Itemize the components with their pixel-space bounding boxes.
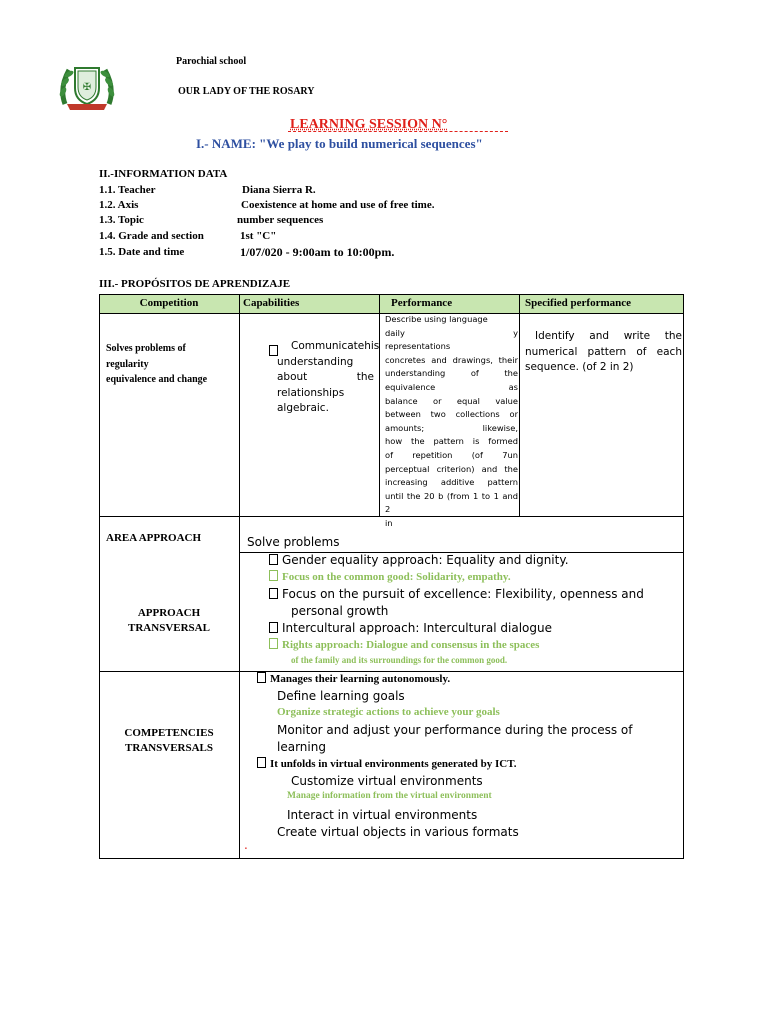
competency-item: It unfolds in virtual environments generated by ICT.	[257, 757, 517, 770]
competencies-transversal-label	[99, 726, 239, 756]
info-label-teacher: 1.1. Teacher	[99, 184, 156, 196]
area-approach-label: AREA APPROACH	[106, 532, 202, 544]
performance-line: perceptual criterion) and the	[385, 463, 518, 474]
competency-item: Interact in virtual environments	[287, 808, 478, 822]
info-label-axis: 1.2. Axis	[99, 199, 139, 211]
info-value-grade: 1st "C"	[240, 230, 277, 242]
capability-cell: Communicatehis understanding about the relationships algebraic.	[277, 340, 380, 414]
performance-line: amounts; likewise,	[385, 422, 518, 433]
checkbox-icon	[269, 588, 278, 599]
competency-item: Manage information from the virtual environment	[287, 791, 492, 801]
approach-item: personal growth	[291, 604, 389, 618]
approach-label-line: APPROACH	[137, 607, 201, 619]
competency-item: Define learning goals	[277, 689, 405, 703]
session-name: I.- NAME: "We play to build numerical sequences"	[196, 136, 483, 151]
performance-line: in	[385, 517, 393, 528]
performance-line: increasing additive pattern	[385, 477, 518, 488]
approach-item: Gender equality approach: Equality and dignity.	[269, 553, 569, 567]
approach-label-line: TRANSVERSAL	[128, 622, 210, 634]
competency-item: Monitor and adjust your performance during the process of	[277, 723, 633, 737]
competencies-label-line: COMPETENCIES	[124, 727, 214, 739]
col-header-capabilities: Capabilities	[243, 297, 300, 309]
info-heading: II.-INFORMATION DATA	[99, 168, 228, 180]
performance-line: representations	[385, 341, 451, 352]
info-value-topic: number sequences	[237, 214, 324, 226]
competition-cell	[106, 341, 207, 388]
competency-item: learning	[277, 740, 326, 754]
performance-line: how the pattern is formed	[385, 436, 518, 447]
school-crest-icon	[57, 58, 117, 114]
competency-item: Manages their learning autonomously.	[257, 672, 450, 685]
competency-item: Organize strategic actions to achieve your goals	[277, 706, 500, 718]
col-header-performance: Performance	[391, 297, 453, 309]
info-label-date: 1.5. Date and time	[99, 246, 185, 258]
col-header-specified-performance: Specified performance	[525, 297, 631, 309]
info-value-date: 1/07/020 - 9:00am to 10:00pm.	[240, 245, 395, 259]
info-label-grade: 1.4. Grade and section	[99, 230, 204, 242]
learning-purposes-table	[99, 294, 684, 859]
checkbox-icon	[257, 757, 266, 768]
checkbox-icon	[257, 672, 266, 683]
info-label-topic: 1.3. Topic	[99, 214, 144, 226]
competency-item: Customize virtual environments	[291, 774, 483, 788]
area-approach-value: Solve problems	[247, 535, 340, 549]
performance-line: equivalence as	[385, 381, 518, 392]
performance-cell	[385, 313, 518, 531]
school-name: OUR LADY OF THE ROSARY	[178, 86, 315, 97]
competency-item: Create virtual objects in various formats	[277, 825, 519, 839]
checkbox-icon	[269, 554, 278, 565]
session-title: LEARNING SESSION N°	[290, 117, 448, 132]
competencies-label-line: TRANSVERSALS	[124, 742, 214, 754]
competition-line: Solves problems of	[106, 343, 186, 354]
approach-item: Rights approach: Dialogue and consensus in the spaces	[269, 638, 539, 651]
col-header-competition: Competition	[139, 297, 199, 309]
performance-line: until the 20 b (from 1 to 1 and 2	[385, 490, 518, 515]
purposes-heading: III.- PROPÓSITOS DE APRENDIZAJE	[99, 278, 291, 290]
performance-line: daily y	[385, 327, 518, 338]
performance-line: concretes and drawings, their	[385, 354, 518, 365]
performance-line: understanding of the	[385, 368, 518, 379]
performance-line: of repetition (of 7un	[385, 449, 518, 460]
approach-transversal-label	[99, 606, 239, 636]
performance-line: balance or equal value	[385, 395, 518, 406]
performance-line: Describe using language	[385, 314, 488, 324]
info-value-teacher: Diana Sierra R.	[242, 184, 316, 196]
competition-line: equivalence and change	[106, 374, 208, 385]
approach-item: Focus on the pursuit of excellence: Flexibility, openness and	[269, 587, 644, 601]
checkbox-icon	[269, 570, 278, 581]
competency-item: .	[244, 838, 248, 852]
info-value-axis: Coexistence at home and use of free time.	[241, 199, 435, 211]
competition-line: regularity	[106, 358, 149, 370]
checkbox-icon	[269, 638, 278, 649]
approach-item: Focus on the common good: Solidarity, empathy.	[269, 570, 511, 583]
specified-performance-cell: Identify and write the numerical pattern of each sequence. (of 2 in 2)	[525, 330, 682, 373]
approach-item: Intercultural approach: Intercultural dialogue	[269, 621, 552, 635]
checkbox-icon	[269, 622, 278, 633]
svg-text:✠: ✠	[82, 82, 92, 93]
performance-line: between two collections or	[385, 409, 518, 420]
school-type: Parochial school	[176, 56, 247, 67]
approach-item: of the family and its surroundings for the common good.	[291, 655, 508, 665]
session-title-underline	[288, 131, 508, 132]
